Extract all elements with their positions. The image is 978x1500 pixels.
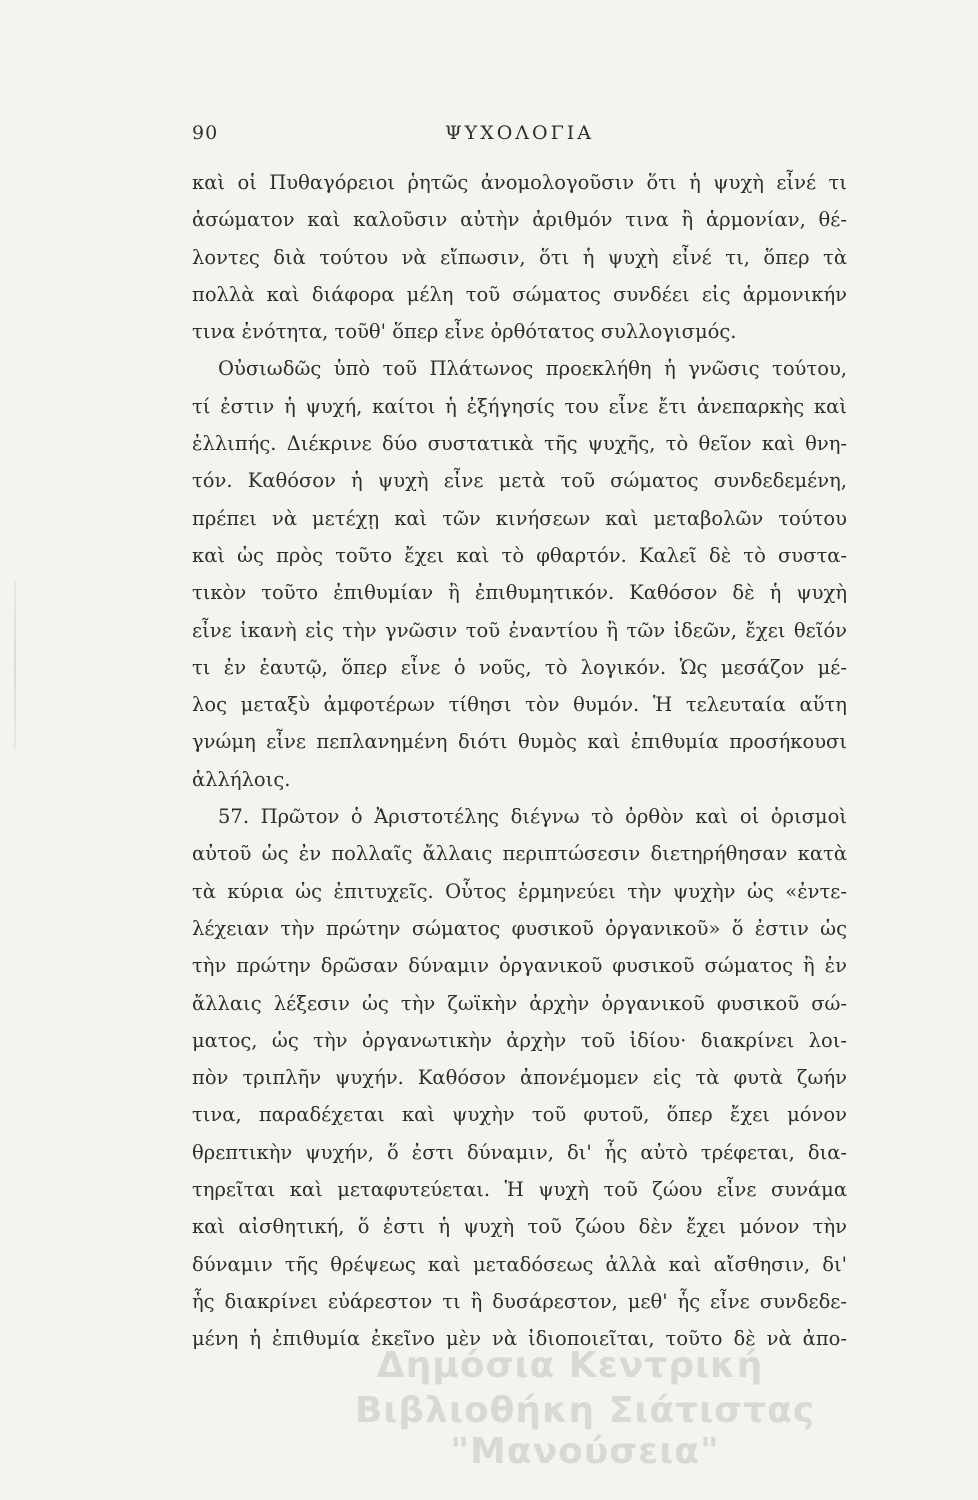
text-line: καὶ οἱ Πυθαγόρειοι ῥητῶς ἀνομολογοῦσιν ὅτι ἡ ψυχὴ εἶνέ τι <box>192 171 847 194</box>
text-line: τί ἐστιν ἡ ψυχή, καίτοι ἡ ἐξήγησίς του εἶνε ἔτι ἀνεπαρκὴς καὶ <box>192 394 847 418</box>
text-line: λέχειαν τὴν πρώτην σώματος φυσικοῦ ὀργανικοῦ» ὅ ἐστιν ὡς <box>192 916 847 940</box>
text-line: ἐλλιπής. Διέκρινε δύο συστατικὰ τῆς ψυχῆς, τὸ θεῖον καὶ θνη- <box>192 432 847 456</box>
text-line: εἶνε ἱκανὴ εἰς τὴν γνῶσιν τοῦ ἐναντίου ἢ τῶν ἰδεῶν, ἔχει θεῖόν <box>192 618 847 642</box>
text-line: πολλὰ καὶ διάφορα μέλη τοῦ σώματος συνδέει εἰς ἁρμονικήν <box>192 282 847 306</box>
body-text <box>192 164 847 1358</box>
text-line: τὰ κύρια ὡς ἐπιτυχεῖς. Οὗτος ἑρμηνεύει τὴν ψυχὴν ὡς «ἐντε- <box>192 879 847 903</box>
text-line: λος μεταξὺ ἀμφοτέρων τίθησι τὸν θυμόν. Ἡ τελευταία αὕτη <box>192 693 847 717</box>
text-line: 57. Πρῶτον ὁ Ἀριστοτέλης διέγνω τὸ ὀρθὸν καὶ οἱ ὁρισμοὶ <box>218 805 847 829</box>
text-line: πρέπει νὰ μετέχῃ καὶ τῶν κινήσεων καὶ μεταβολῶν τούτου <box>192 506 847 530</box>
text-line: πὸν τριπλῆν ψυχήν. Καθόσον ἀπονέμομεν εἰς τὰ φυτὰ ζωήν <box>192 1066 847 1090</box>
text-line: θρεπτικὴν ψυχήν, ὅ ἐστι δύναμιν, δι' ἧς αὐτὸ τρέφεται, δια- <box>192 1140 847 1164</box>
page-header <box>192 122 847 152</box>
text-line: καὶ αἰσθητική, ὅ ἐστι ἡ ψυχὴ τοῦ ζώου δὲν ἔχει μόνον τὴν <box>192 1215 847 1239</box>
library-watermark-line2: Βιβλιοθήκη Σιάτιστας "Μανούσεια" <box>354 1390 816 1472</box>
text-line: γνώμη εἶνε πεπλανημένη διότι θυμὸς καὶ ἐπιθυμία προσήκουσι <box>192 730 847 754</box>
page-number: 90 <box>192 122 219 144</box>
text-line: δύναμιν τῆς θρέψεως καὶ μεταδόσεως ἀλλὰ καὶ αἴσθησιν, δι' <box>192 1252 847 1276</box>
text-line: τόν. Καθόσον ἡ ψυχὴ εἶνε μετὰ τοῦ σώματος συνδεδεμένη, <box>192 469 847 493</box>
text-line: τι ἐν ἑαυτῷ, ὅπερ εἶνε ὁ νοῦς, τὸ λογικόν. Ὡς μεσάζον μέ- <box>192 655 847 679</box>
text-line: ἧς διακρίνει εὐάρεστον τι ἢ δυσάρεστον, μεθ' ἧς εἶνε συνδεδε- <box>192 1289 847 1313</box>
text-line: Οὐσιωδῶς ὑπὸ τοῦ Πλάτωνος προεκλήθη ἡ γνῶσις τούτου, <box>218 357 847 381</box>
text-line: αὐτοῦ ὡς ἐν πολλαῖς ἄλλαις περιπτώσεσιν διετηρήθησαν κατὰ <box>192 842 847 866</box>
text-line: ἄλλαις λέξεσιν ὡς τὴν ζωϊκὴν ἀρχὴν ὀργανικοῦ φυσικοῦ σώ- <box>192 991 847 1015</box>
text-line: μένη ἡ ἐπιθυμία ἐκεῖνο μὲν νὰ ἰδιοποιεῖται, τοῦτο δὲ νὰ ἀπο- <box>192 1327 847 1351</box>
text-line: ἀσώματον καὶ καλοῦσιν αὐτὴν ἀριθμόν τινα ἢ ἁρμονίαν, θέ- <box>192 208 847 232</box>
running-title: ΨΥΧΟΛΟΓΙΑ <box>444 122 594 144</box>
text-line: τηρεῖται καὶ μεταφυτεύεται. Ἡ ψυχὴ τοῦ ζώου εἶνε συνάμα <box>192 1178 847 1202</box>
text-line: τικὸν τοῦτο ἐπιθυμίαν ἢ ἐπιθυμητικόν. Καθόσον δὲ ἡ ψυχὴ <box>192 581 847 605</box>
text-line: τινα ἑνότητα, τοῦθ' ὅπερ εἶνε ὀρθότατος συλλογισμός. <box>192 320 737 344</box>
text-line: ἀλλήλοις. <box>192 767 291 791</box>
text-line: ματος, ὡς τὴν ὀργανωτικὴν ἀρχὴν τοῦ ἰδίου· διακρίνει λοι- <box>192 1028 847 1052</box>
text-line: τινα, παραδέχεται καὶ ψυχὴν τοῦ φυτοῦ, ὅπερ ἔχει μόνον <box>192 1103 847 1127</box>
page-edge-shadow <box>14 580 16 750</box>
text-line: καὶ ὡς πρὸς τοῦτο ἔχει καὶ τὸ φθαρτόν. Καλεῖ δὲ τὸ συστα- <box>192 543 847 567</box>
text-line: λοντες διὰ τούτου νὰ εἴπωσιν, ὅτι ἡ ψυχὴ εἶνέ τι, ὅπερ τὰ <box>192 245 847 269</box>
text-line: τὴν πρώτην δρῶσαν δύναμιν ὀργανικοῦ φυσικοῦ σώματος ἢ ἐν <box>192 954 847 978</box>
library-watermark-line1: Δημόσια Κεντρική <box>376 1345 764 1386</box>
